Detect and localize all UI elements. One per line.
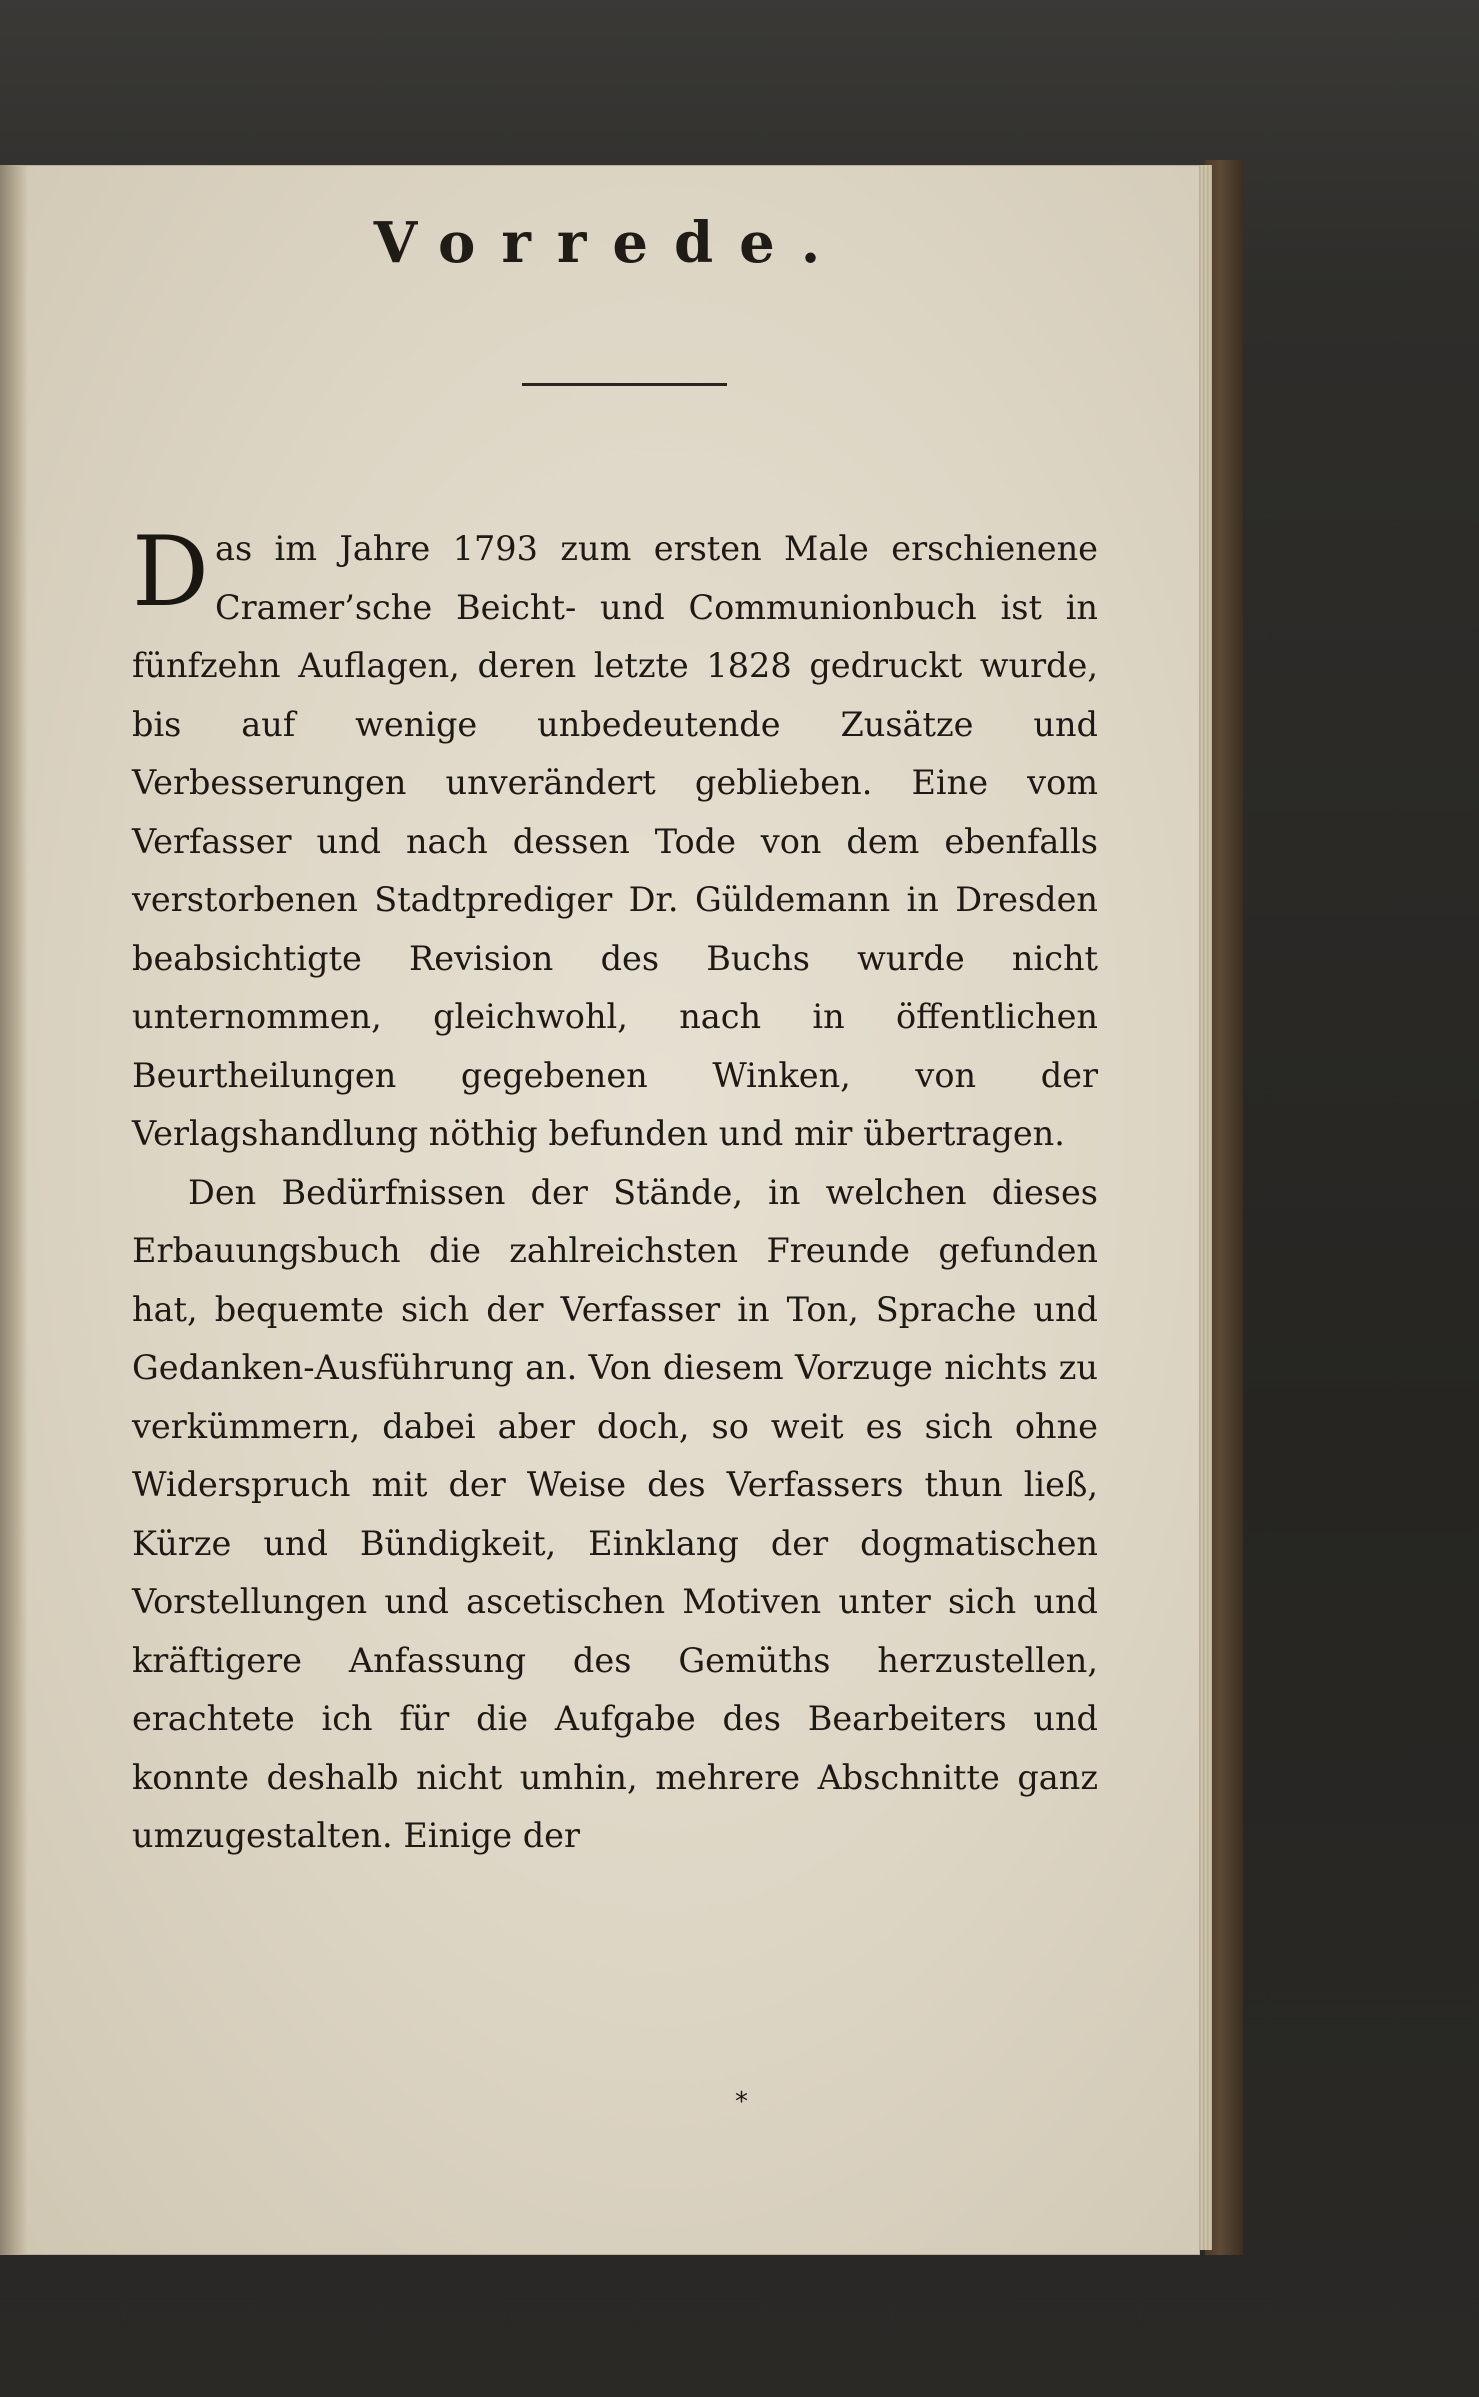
preface-text [132,516,1098,1866]
page-heading: Vorrede. [373,210,847,276]
page-gutter [0,165,28,2255]
signature-mark: * [735,2087,748,2117]
heading-rule [522,383,727,386]
drop-cap: D [132,516,209,628]
paragraph-1-text: as im Jahre 1793 zum ersten Male erschienene Cramer’sche Beicht- und Communionbuch ist in fünfzehn Auflagen, deren letzte 1828 gedruckt wurde, bis auf wenige unbedeutende Zusätze und Verbesserungen unverändert geblieben. Eine vom Verfasser und nach dessen Tode von dem ebenfalls verstorbenen Stadtprediger Dr. Güldemann in Dresden beabsichtigte Revision des Buchs wurde nicht unternommen, gleichwohl, nach in öffentlichen Beurtheilungen gegebenen Winken, von der Verlagshandlung nöthig befunden und mir übertragen. [132,529,1098,1153]
paragraph-1 [132,516,1098,1164]
paragraph-2 [132,1164,1098,1866]
paragraph-2-text: Den Bedürfnissen der Stände, in welchen dieses Erbauungsbuch die zahlreichsten Freunde gefunden hat, bequemte sich der Verfasser in Ton, Sprache und Gedanken-Ausführung an. Von diesem Vorzuge nichts zu verkümmern, dabei aber doch, so weit es sich ohne Widerspruch mit der Weise des Verfassers thun ließ, Kürze und Bündigkeit, Einklang der dogmatischen Vorstellungen und ascetischen Motiven unter sich und kräftigere Anfassung des Gemüths herzustellen, erachtete ich für die Aufgabe des Bearbeiters und konnte deshalb nicht umhin, mehrere Abschnitte ganz umzugestalten. Einige der [132,1172,1098,1855]
